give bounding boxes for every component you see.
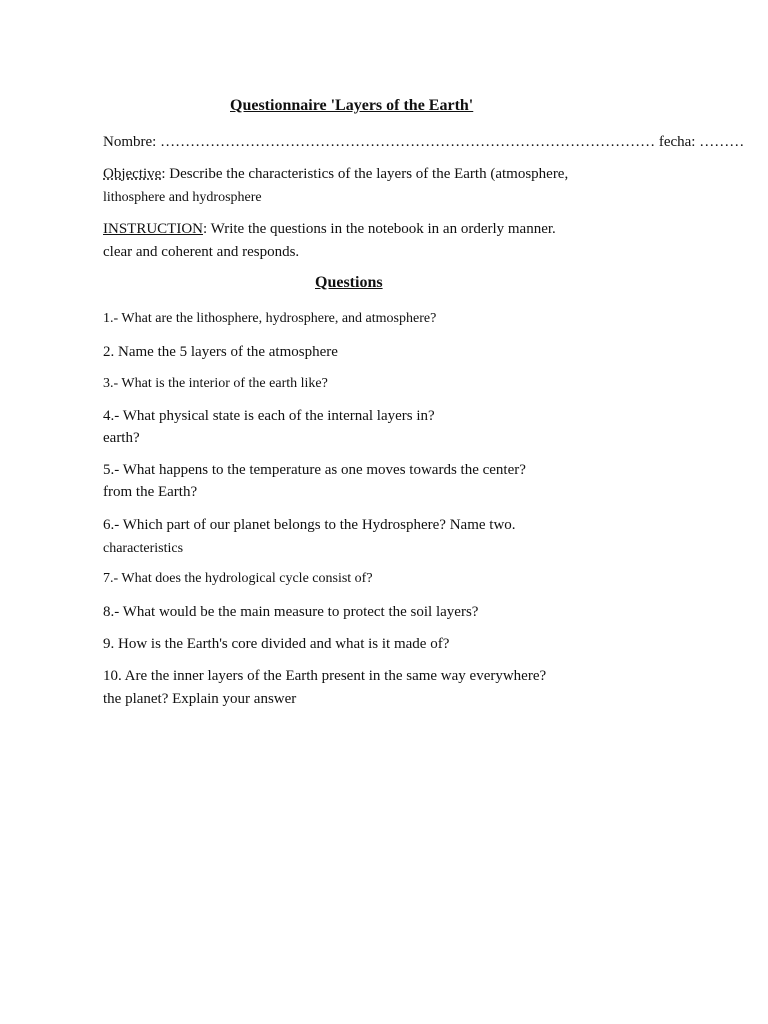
instruction-line — [103, 218, 556, 241]
question-8: 8.- What would be the main measure to protect the soil layers? — [103, 604, 479, 620]
objective-label: Objective — [103, 166, 162, 182]
question-9: 9. How is the Earth's core divided and what is it made of? — [103, 636, 450, 652]
instruction-label: INSTRUCTION — [103, 221, 203, 237]
question-5: 5.- What happens to the temperature as one moves towards the center? — [103, 462, 526, 478]
question-5-line-2: from the Earth? — [103, 484, 198, 500]
objective-line-2: lithosphere and hydrosphere — [103, 190, 262, 205]
question-10: 10. Are the inner layers of the Earth present in the same way everywhere? — [103, 668, 547, 684]
objective-line — [103, 163, 568, 186]
question-7: 7.- What does the hydrological cycle consist of? — [103, 571, 373, 586]
instruction-text: : Write the questions in the notebook in an orderly manner. — [203, 221, 556, 237]
question-2: 2. Name the 5 layers of the atmosphere — [103, 344, 338, 360]
questions-heading: Questions — [315, 274, 383, 291]
name-date-line: Nombre: ……………………………………………………………………………………… fecha: ……… — [103, 134, 745, 150]
page-title: Questionnaire 'Layers of the Earth' — [230, 97, 474, 114]
question-3: 3.- What is the interior of the earth like? — [103, 376, 328, 391]
question-6: 6.- Which part of our planet belongs to the Hydrosphere? Name two. — [103, 517, 516, 533]
question-1: 1.- What are the lithosphere, hydrosphere, and atmosphere? — [103, 311, 437, 326]
objective-text: : Describe the characteristics of the layers of the Earth (atmosphere, — [161, 166, 569, 182]
question-10-line-2: the planet? Explain your answer — [103, 691, 297, 707]
instruction-line-2: clear and coherent and responds. — [103, 244, 300, 260]
question-4-line-2: earth? — [103, 430, 140, 446]
question-4: 4.- What physical state is each of the internal layers in? — [103, 408, 435, 424]
question-6-line-2: characteristics — [103, 541, 184, 556]
